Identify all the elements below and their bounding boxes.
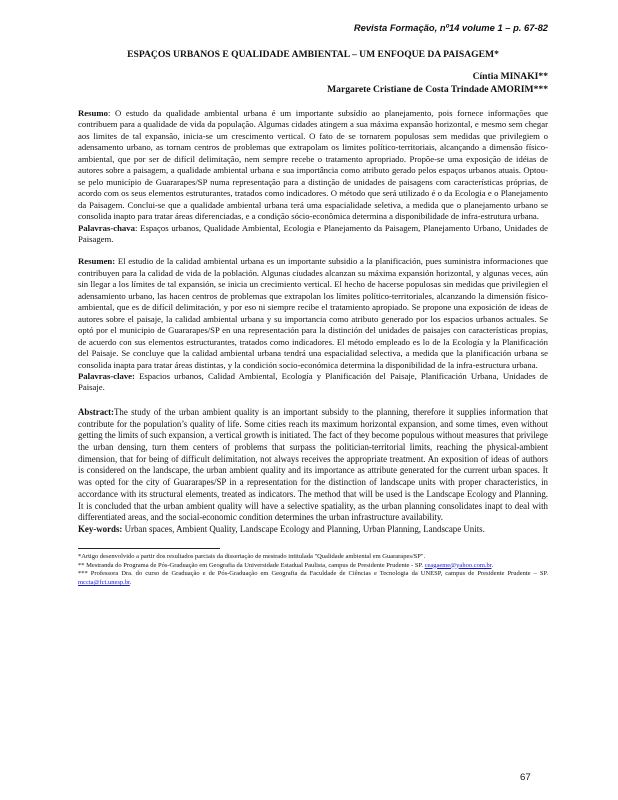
- footnote-3-email-link[interactable]: mccta@fct.unesp.br: [78, 579, 130, 587]
- journal-header: Revista Formação, nº14 volume 1 – p. 67-82: [353, 22, 548, 33]
- footnote-2-end: .: [491, 561, 494, 569]
- footnote-3: [78, 570, 548, 588]
- footnote-divider: [78, 548, 220, 549]
- footnote-2-text: ** Mestranda do Programa de Pós-Graduação em Geografia da Universidade Estadual Paulista, campus de Presidente Prudente - SP.: [78, 561, 423, 569]
- page-number: 67: [520, 772, 531, 783]
- abstract-label: Abstract:: [78, 406, 114, 417]
- abstract-paragraph: [78, 407, 548, 524]
- article-page: [78, 22, 548, 588]
- palavras-chave-text: : Espaços urbanos, Qualidade Ambiental, Ecologia e Planejamento da Paisagem, Planejamento Urbano, Unidades de Paisagem.: [78, 222, 548, 244]
- key-words-text: Urban spaces, Ambient Quality, Landscape Ecology and Planning, Urban Planning, Landscape Units.: [122, 523, 485, 534]
- resumen-paragraph: [78, 256, 548, 371]
- key-words: [78, 524, 548, 536]
- palavras-chave-label: Palavras-chava: [78, 222, 135, 233]
- key-words-label: Key-words:: [78, 523, 123, 534]
- abstract-text: The study of the urban ambient quality is an important subsidy to the planning, therefore it supplies information that contribute for the population’s quality of life. Some cities reach its maximum horizontal expansion, and some times, even without getting the limits of such expansion, a vertical growth is initiated. The fact of they become populous without measures that privilege the urban densing, turn them centers of problems that surpass the politician-territorial limits, reaching the physical-ambient dimension, that for being of difficult delimitation, not always receives the appropriate treatment. An exposition of ideas of authors is considered on the landscape, the urban ambient quality and its importance as attribute generated for the current urban spaces. It was opted for the city of Guararapes/SP in a representation for the distinction of landscape units with proper characteristics, in accordance with its structural elements, treated as indicators. The method that will be used is the Landscape Ecology and Planning. It is concluded that the urban ambient quality will have a selective spatiality, as the urban planning consolidates inapt to deal with differentiated areas, and the social-economic condition determines the urban infrastructure availability.: [78, 406, 548, 523]
- author-1: Cíntia MINAKI**: [472, 71, 548, 82]
- resumo-text: : O estudo da qualidade ambiental urbana é um importante subsídio ao planejamento, pois fornece informações que contribuem para a qualidade de vida da população. Algumas cidades atingem a sua máxima expansão horizontal, e mesmo sem chegar aos limites de tal expansão, inicia-se um crescimento vertical. O fato de se tornarem populosas sem medidas que privilegiem o adensamento urbano, as tornam centros de problemas que extrapolam os limites político-territoriais, alcançando a dimensão físico-ambiental, que por ser de difícil delimitação, nem sempre recebe o tratamento apropriado. Propõe-se uma exposição de idéias de autores sobre a paisagem, a qualidade ambiental urbana e sua importância como atributo gerado pelos espaços urbanos atuais. Optou-se pelo município de Guararapes/SP numa representação para a distinção de unidades de paisagens com características próprias, de acordo com os seus elementos estruturantes, tratados como indicadores. O método que será utilizado é o da Ecologia e o Planejamento da Paisagem. Conclui-se que a qualidade ambiental urbana terá uma espacialidade seletiva, a medida que o planejamento urbano se consolida inapto para tratar áreas diferenciadas, e a condição sócio-econômica determina a disponibilidade de infra-estrutura urbana.: [78, 108, 548, 222]
- resumen-text: El estudio de la calidad ambiental urbana es un importante subsidio a la planificación, pues suministra informaciones que contribuyen para la calidad de vida de la población. Algunas ciudades alcanzan su máxima expansión horizontal, y algunas veces, aún sin llegar a los límites de tal expansión, se inicia un crecimiento vertical. El hecho de hacerse populosas sin medidas que privilegien el adensamiento urbano, las hacen centros de problemas que extrapolan los límites político-territoriales, alcanzando la dimensión físico-ambiental, que es de difícil delimitación, y por eso ni siempre recibe el tratamiento apropiado. Se propone una exposición de ideas de autores sobre el paisaje, la calidad ambiental urbana y su importancia como atributo generado por los espacios urbanos actuales. Se optó por el municipio de Guararapes/SP en una representación para la distinción del unidades de paisajes con características propias, de acuerdo con sus elementos estructurantes, tratados como indicadores. El método empleado es lo de la Ecología y la Planificación del Paisaje. Se concluye que la calidad ambiental urbana tendrá una espacialidad selectiva, a medida que la planificación urbana se consolida inapta para tratar áreas distintas, y la condición socio-económica determina la disponibilidad de la infra-estructura urbana.: [78, 256, 548, 370]
- resumen-label: Resumen:: [78, 256, 116, 267]
- palavras-clave-label: Palavras-clave:: [78, 370, 135, 381]
- footnote-2-email-link[interactable]: ceagaeme@yahoo.com.br: [424, 561, 492, 569]
- resumo-paragraph: [78, 108, 548, 223]
- palavras-clave-text: Espacios urbanos, Calidad Ambiental, Ecología y Planificación del Paisaje, Planificación Urbana, Unidades de Paisaje.: [78, 370, 548, 393]
- footnote-3-text: *** Professora Dra. do curso de Graduação e de Pós-Graduação em Geografia da Faculdade de Ciências e Tecnologia da UNESP, campus de Presidente Prudente – SP.: [78, 570, 548, 578]
- palavras-clave: [78, 371, 548, 394]
- authors: [78, 70, 548, 96]
- author-2: Margarete Cristiane de Costa Trindade AMORIM***: [327, 84, 548, 95]
- article-title: ESPAÇOS URBANOS E QUALIDADE AMBIENTAL – UM ENFOQUE DA PAISAGEM*: [127, 49, 499, 60]
- palavras-chave: [78, 223, 548, 246]
- footnote-3-end: .: [129, 579, 132, 587]
- footnote-1: *Artigo desenvolvido a partir dos resultados parciais da dissertação de mestrado intitulada "Qualidade ambiental em Guararapes/SP".: [78, 552, 426, 560]
- resumo-label: Resumo: [78, 108, 108, 118]
- footnote-2: [78, 562, 548, 571]
